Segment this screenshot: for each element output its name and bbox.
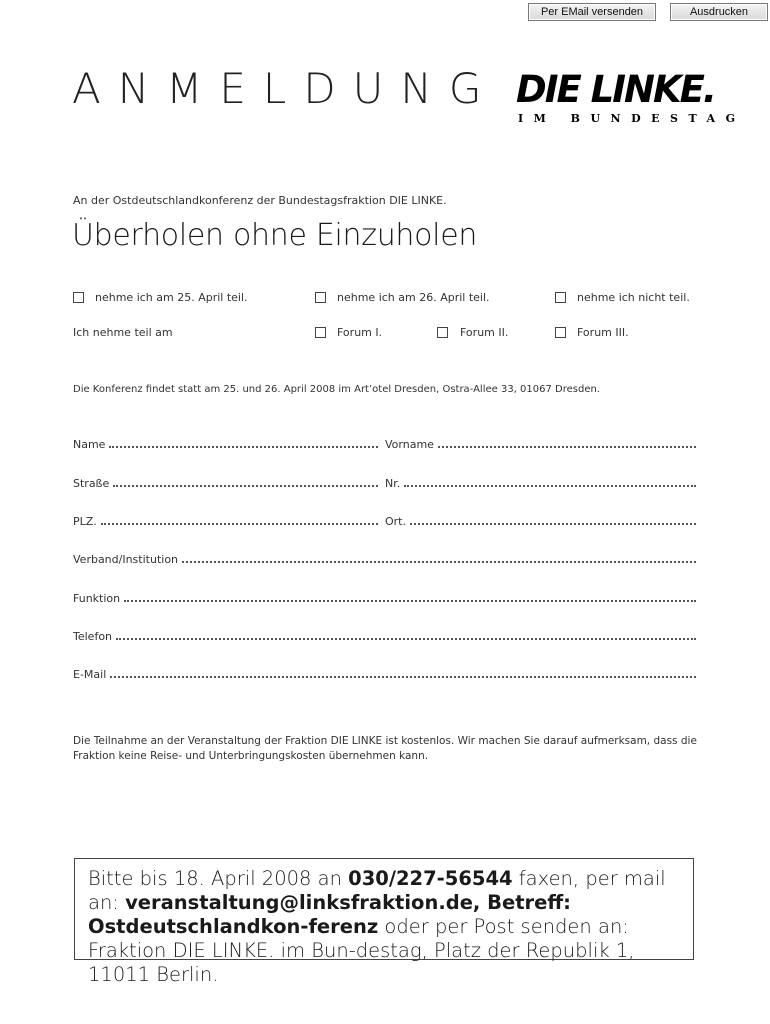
event-headline: Überholen ohne Einzuholen — [72, 218, 478, 253]
forum-row-label: Ich nehme teil am — [73, 326, 173, 339]
option-none[interactable] — [555, 291, 690, 304]
field-strasse-label: Straße — [73, 477, 110, 490]
field-strasse[interactable] — [73, 477, 378, 490]
field-email-line[interactable] — [110, 676, 696, 678]
option-day2[interactable] — [315, 291, 490, 304]
field-funktion-line[interactable] — [124, 600, 696, 602]
field-funktion-label: Funktion — [73, 592, 121, 605]
option-forum2[interactable] — [437, 326, 508, 339]
checkbox-forum3[interactable] — [555, 327, 566, 338]
checkbox-forum2[interactable] — [437, 327, 448, 338]
fax-text-2: faxen, per mail an: — [88, 867, 666, 914]
logo-main-text: DIE LINKE. — [516, 68, 715, 111]
checkbox-forum1[interactable] — [315, 327, 326, 338]
field-vorname-label: Vorname — [385, 438, 434, 451]
fax-text-3: oder per Post senden an: Fraktion DIE LINKE. im Bun-destag, Platz der Republik 1, 11011 Berlin. — [88, 915, 635, 986]
checkbox-day2[interactable] — [315, 292, 326, 303]
checkbox-day1[interactable] — [73, 292, 84, 303]
field-strasse-line[interactable] — [113, 485, 378, 487]
checkbox-none[interactable] — [555, 292, 566, 303]
field-name[interactable] — [73, 438, 378, 451]
cost-note: Die Teilnahme an der Veranstaltung der Fraktion DIE LINKE ist kostenlos. Wir machen Sie darauf aufmerksam, dass die Fraktion keine Reise- und Unterbringungskosten übernehmen kann. — [73, 735, 697, 762]
field-ort-line[interactable] — [410, 523, 696, 525]
print-button[interactable]: Ausdrucken — [670, 3, 768, 21]
page-title: ANMELDUNG — [72, 64, 499, 113]
logo — [516, 68, 746, 125]
field-vorname-line[interactable] — [438, 446, 696, 448]
fax-email-subject: veranstaltung@linksfraktion.de, Betreff: Ostdeutschlandkon-ferenz — [88, 891, 571, 938]
field-ort-label: Ort. — [385, 515, 406, 528]
field-ort[interactable] — [385, 515, 696, 528]
field-verband-line[interactable] — [182, 561, 696, 563]
field-email-label: E-Mail — [73, 668, 107, 681]
field-nr-line[interactable] — [404, 485, 696, 487]
field-name-line[interactable] — [109, 446, 378, 448]
field-name-label: Name — [73, 438, 106, 451]
field-nr[interactable] — [385, 477, 696, 490]
option-day1-label: nehme ich am 25. April teil. — [95, 291, 248, 304]
option-forum3[interactable] — [555, 326, 629, 339]
option-none-label: nehme ich nicht teil. — [577, 291, 690, 304]
field-vorname[interactable] — [385, 438, 696, 451]
email-send-button[interactable]: Per EMail versenden — [528, 3, 656, 21]
intro-text: An der Ostdeutschlandkonferenz der Bundestagsfraktion DIE LINKE. — [73, 194, 447, 207]
option-forum1[interactable] — [315, 326, 382, 339]
option-forum1-label: Forum I. — [337, 326, 383, 339]
logo-sub-text: IM BUNDESTAG — [518, 112, 746, 125]
field-nr-label: Nr. — [385, 477, 401, 490]
option-forum3-label: Forum III. — [577, 326, 629, 339]
fax-number: 030/227-56544 — [348, 867, 513, 890]
fax-text-1: Bitte bis 18. April 2008 an — [88, 867, 349, 890]
field-telefon[interactable] — [73, 630, 696, 643]
field-email[interactable] — [73, 668, 696, 681]
venue-text: Die Konferenz findet statt am 25. und 26. April 2008 im Art’otel Dresden, Ostra-Allee 33, 01067 Dresden. — [73, 384, 601, 395]
option-day1[interactable] — [73, 291, 248, 304]
field-telefon-line[interactable] — [116, 638, 696, 640]
field-plz-line[interactable] — [101, 523, 378, 525]
fax-instructions-box — [74, 858, 694, 986]
option-forum2-label: Forum II. — [460, 326, 509, 339]
field-plz-label: PLZ. — [73, 515, 97, 528]
field-telefon-label: Telefon — [73, 630, 113, 643]
field-verband-label: Verband/Institution — [73, 553, 179, 566]
option-day2-label: nehme ich am 26. April teil. — [337, 291, 490, 304]
field-verband[interactable] — [73, 553, 696, 566]
field-funktion[interactable] — [73, 592, 696, 605]
field-plz[interactable] — [73, 515, 378, 528]
